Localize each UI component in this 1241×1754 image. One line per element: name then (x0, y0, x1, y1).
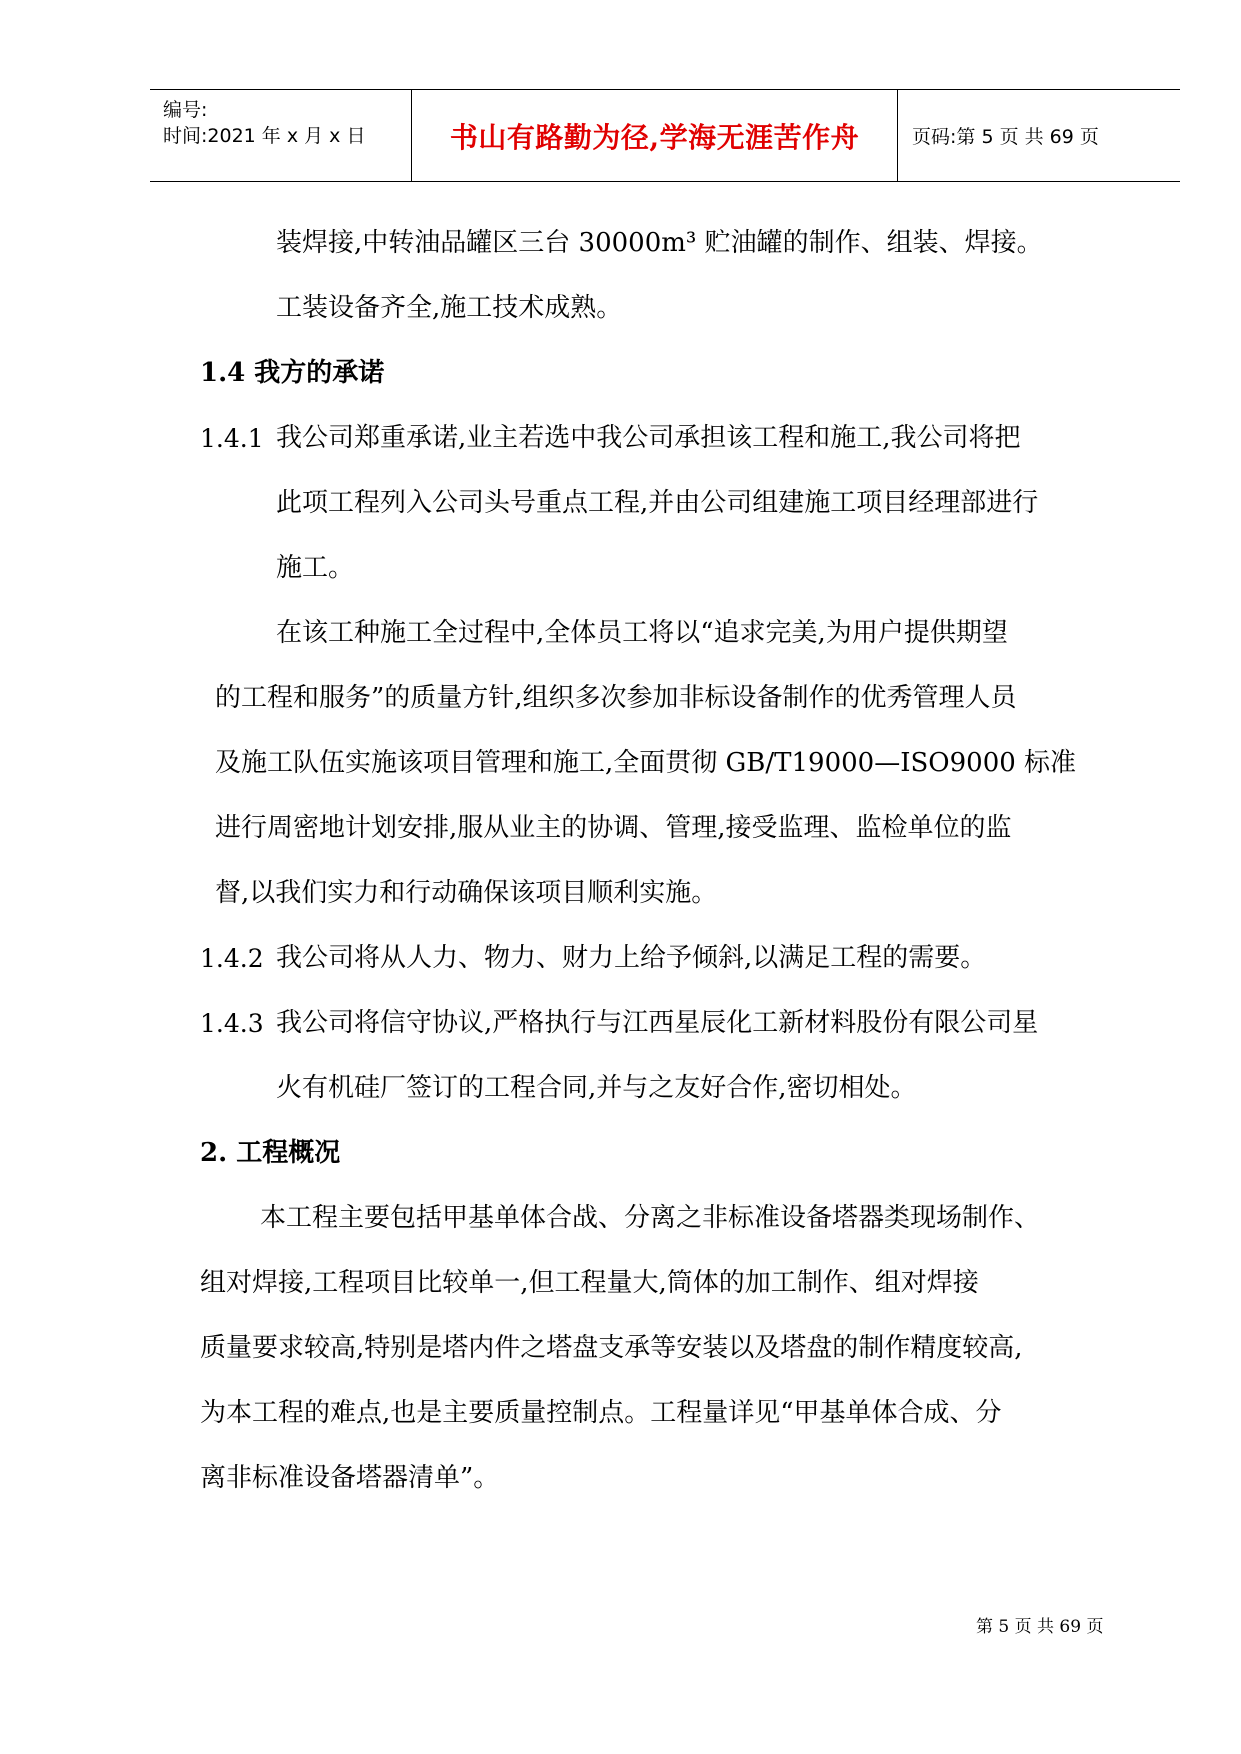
page-label: 页码:第 5 页 共 69 页 (912, 126, 1099, 148)
paragraph-line: 我公司将信守协议,严格执行与江西星辰化工新材料股份有限公司星 (276, 1008, 1039, 1038)
paragraph-line: 质量要求较高,特别是塔内件之塔盘支承等安装以及塔盘的制作精度较高, (200, 1333, 1023, 1363)
paragraph-line: 施工。 (276, 553, 355, 583)
paragraph-line: 及施工队伍实施该项目管理和施工,全面贯彻 GB/T19000—ISO9000 标准 (215, 748, 1077, 778)
paragraph-line: 进行周密地计划安排,服从业主的协调、管理,接受监理、监检单位的监 (215, 813, 1012, 843)
paragraph-line: 的工程和服务”的质量方针,组织多次参加非标设备制作的优秀管理人员 (215, 683, 1017, 713)
section-heading-2: 2. 工程概况 (200, 1138, 341, 1168)
paragraph-line: 组对焊接,工程项目比较单一,但工程量大,筒体的加工制作、组对焊接 (200, 1268, 979, 1298)
paragraph-line: 装焊接,中转油品罐区三台 30000m³ 贮油罐的制作、组装、焊接。 (276, 228, 1043, 258)
header-motto-cell (411, 90, 898, 181)
paragraph-line: 在该工种施工全过程中,全体员工将以“追求完美,为用户提供期望 (276, 618, 1008, 648)
paragraph-line: 督,以我们实力和行动确保该项目顺利实施。 (215, 878, 718, 908)
item-number-1-4-3: 1.4.3 (200, 1009, 264, 1038)
paragraph-line: 工装设备齐全,施工技术成熟。 (276, 293, 623, 323)
item-number-1-4-1: 1.4.1 (200, 424, 264, 453)
paragraph-line: 为本工程的难点,也是主要质量控制点。工程量详见“甲基单体合成、分 (200, 1398, 1002, 1428)
page-header (150, 89, 1180, 182)
paragraph-line: 离非标准设备塔器清单”。 (200, 1463, 500, 1493)
header-page-cell (898, 90, 1180, 181)
motto: 书山有路勤为径,学海无涯苦作舟 (449, 120, 860, 154)
page-footer: 第 5 页 共 69 页 (976, 1617, 1104, 1637)
number-label: 编号: (163, 99, 208, 121)
paragraph-line: 本工程主要包括甲基单体合战、分离之非标准设备塔器类现场制作、 (260, 1203, 1041, 1233)
paragraph-line: 我公司郑重承诺,业主若选中我公司承担该工程和施工,我公司将把 (276, 423, 1021, 453)
paragraph-line: 此项工程列入公司头号重点工程,并由公司组建施工项目经理部进行 (276, 488, 1039, 518)
time-label: 时间:2021 年 x 月 x 日 (163, 125, 366, 147)
header-info-cell (150, 90, 411, 181)
section-heading-1-4: 1.4 我方的承诺 (200, 358, 385, 388)
paragraph-line: 我公司将从人力、物力、财力上给予倾斜,以满足工程的需要。 (276, 943, 987, 973)
item-number-1-4-2: 1.4.2 (200, 944, 264, 973)
paragraph-line: 火有机硅厂签订的工程合同,并与之友好合作,密切相处。 (276, 1073, 917, 1103)
